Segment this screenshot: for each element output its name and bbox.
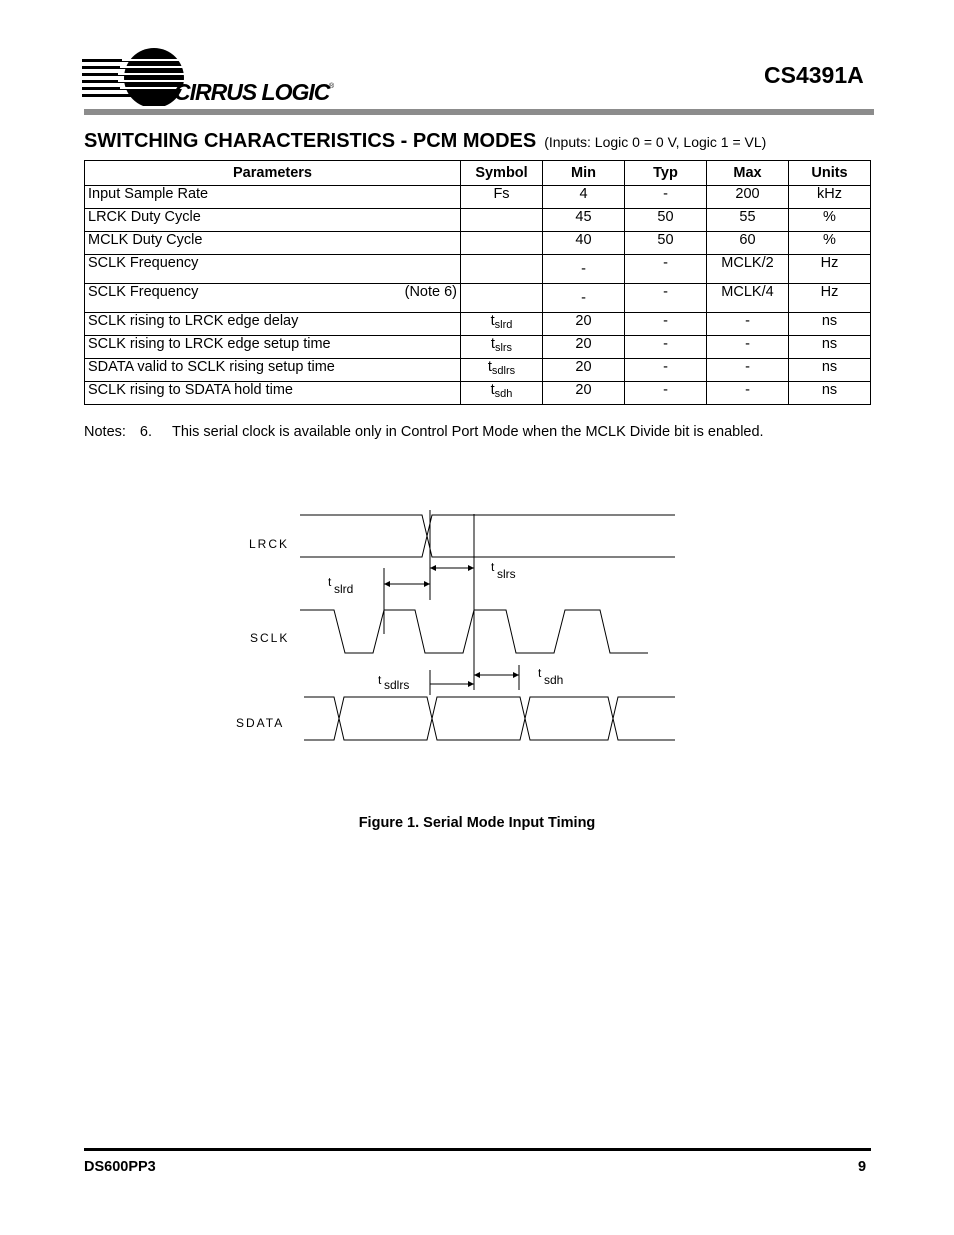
symbol-cell [461, 255, 543, 284]
col-header-max: Max [707, 161, 789, 186]
max-cell: 200 [707, 186, 789, 209]
min-cell: 20 [543, 382, 625, 405]
symbol-subscript: slrs [494, 342, 513, 354]
table-row [85, 359, 871, 382]
units-cell: Hz [789, 284, 871, 313]
min-cell: 20 [543, 336, 625, 359]
max-cell: - [707, 382, 789, 405]
footer-doc-id: DS600PP3 [84, 1159, 156, 1175]
min-cell: 20 [543, 359, 625, 382]
tsdh-label-t: t [538, 666, 542, 680]
max-cell: 55 [707, 209, 789, 232]
table-row [85, 313, 871, 336]
tslrd-label-sub: slrd [334, 582, 354, 596]
param-cell: MCLK Duty Cycle [85, 232, 461, 255]
symbol-t: t [487, 359, 492, 375]
tslrs-label-sub: slrs [497, 567, 516, 581]
col-header-symbol: Symbol [461, 161, 543, 186]
col-header-min: Min [543, 161, 625, 186]
typ-cell: - [625, 284, 707, 313]
min-cell: 20 [543, 313, 625, 336]
typ-cell: 50 [625, 209, 707, 232]
typ-cell: - [625, 255, 707, 284]
table-row [85, 186, 871, 209]
signal-label-sclk: SCLK [250, 631, 290, 645]
param-cell: SCLK rising to SDATA hold time [85, 382, 461, 405]
symbol-cell [461, 284, 543, 313]
sdata-waveform-upper [304, 697, 675, 740]
typ-cell: - [625, 336, 707, 359]
typ-cell: 50 [625, 232, 707, 255]
lrck-waveform-complement [300, 515, 675, 557]
typ-cell: - [625, 382, 707, 405]
lrck-waveform [300, 515, 675, 557]
figure-caption: Figure 1. Serial Mode Input Timing [358, 815, 596, 831]
section-title [84, 130, 766, 153]
part-number: CS4391A [764, 62, 864, 88]
param-cell: SCLK Frequency [85, 255, 461, 284]
cirrus-logic-logo [82, 46, 342, 106]
max-cell: - [707, 313, 789, 336]
units-cell: Hz [789, 255, 871, 284]
tslrd-label-t: t [328, 575, 332, 589]
signal-label-sdata: SDATA [236, 716, 285, 730]
tslrd-arrowhead [384, 581, 390, 587]
max-cell: - [707, 359, 789, 382]
footer-divider [84, 1148, 871, 1151]
units-cell: % [789, 209, 871, 232]
tsdlrs-label-t: t [378, 673, 382, 687]
notes-label: Notes: [84, 424, 126, 440]
max-cell: MCLK/2 [707, 255, 789, 284]
col-header-units: Units [789, 161, 871, 186]
symbol-cell [461, 359, 543, 382]
symbol-subscript: sdh [494, 388, 513, 400]
param-cell: SCLK rising to LRCK edge delay [85, 313, 461, 336]
tslrs-label-t: t [491, 560, 495, 574]
note-text: This serial clock is available only in Control Port Mode when the MCLK Divide bit is enabled. [172, 424, 764, 440]
tslrs-arrowhead [430, 565, 436, 571]
units-cell: ns [789, 336, 871, 359]
param-cell: Input Sample Rate [85, 186, 461, 209]
units-cell: ns [789, 313, 871, 336]
table-row [85, 336, 871, 359]
tsdh-arrowhead [474, 672, 480, 678]
min-cell: 40 [543, 232, 625, 255]
typ-cell: - [625, 313, 707, 336]
typ-cell: - [625, 186, 707, 209]
signal-label-lrck: LRCK [249, 537, 290, 551]
param-cell: LRCK Duty Cycle [85, 209, 461, 232]
min-value: - [581, 261, 586, 277]
section-conditions: (Inputs: Logic 0 = 0 V, Logic 1 = VL) [544, 134, 767, 150]
table-row [85, 209, 871, 232]
param-cell: SDATA valid to SCLK rising setup time [85, 359, 461, 382]
table-row [85, 284, 871, 313]
units-cell: ns [789, 382, 871, 405]
symbol-cell: Fs [461, 186, 543, 209]
symbol-subscript: slrd [494, 319, 513, 331]
notes [84, 424, 764, 440]
note-number: 6. [139, 424, 153, 440]
symbol-t: t [490, 336, 495, 352]
symbol-cell [461, 232, 543, 255]
units-cell: % [789, 232, 871, 255]
tslrs-arrowhead-2 [468, 565, 474, 571]
table-row [85, 382, 871, 405]
tslrd-arrowhead-2 [424, 581, 430, 587]
param-cell: SCLK rising to LRCK edge setup time [85, 336, 461, 359]
symbol-cell [461, 336, 543, 359]
min-cell [543, 255, 625, 284]
table-row [85, 232, 871, 255]
col-header-typ: Typ [625, 161, 707, 186]
header-divider [84, 109, 874, 115]
table-row [85, 255, 871, 284]
min-cell: 4 [543, 186, 625, 209]
switching-characteristics-table [84, 160, 871, 405]
symbol-t: t [490, 382, 495, 398]
param-cell [85, 284, 461, 313]
tsdh-label-sub: sdh [544, 673, 564, 687]
symbol-cell [461, 382, 543, 405]
max-cell: - [707, 336, 789, 359]
min-value: - [581, 290, 586, 306]
logo-wordmark: CIRRUS LOGIC [174, 79, 330, 105]
units-cell: ns [789, 359, 871, 382]
max-cell: 60 [707, 232, 789, 255]
typ-cell: - [625, 359, 707, 382]
note-ref: (Note 6) [404, 284, 457, 300]
page-number: 9 [858, 1159, 867, 1175]
tsdlrs-label-sub: sdlrs [384, 678, 410, 692]
param-text: SCLK Frequency [88, 284, 199, 300]
tsdh-arrowhead-2 [513, 672, 519, 678]
max-cell: MCLK/4 [707, 284, 789, 313]
min-cell: 45 [543, 209, 625, 232]
serial-mode-timing-diagram [230, 500, 690, 760]
units-cell: kHz [789, 186, 871, 209]
min-cell [543, 284, 625, 313]
symbol-t: t [490, 313, 495, 329]
col-header-parameters: Parameters [85, 161, 461, 186]
svg-text:®: ® [329, 83, 335, 90]
section-title-text: SWITCHING CHARACTERISTICS - PCM MODES [84, 130, 537, 152]
tsdlrs-arrowhead [468, 681, 474, 687]
symbol-cell [461, 313, 543, 336]
table-header-row [85, 161, 871, 186]
sdata-waveform-lower [304, 697, 675, 740]
symbol-cell [461, 209, 543, 232]
symbol-subscript: sdlrs [491, 365, 516, 377]
